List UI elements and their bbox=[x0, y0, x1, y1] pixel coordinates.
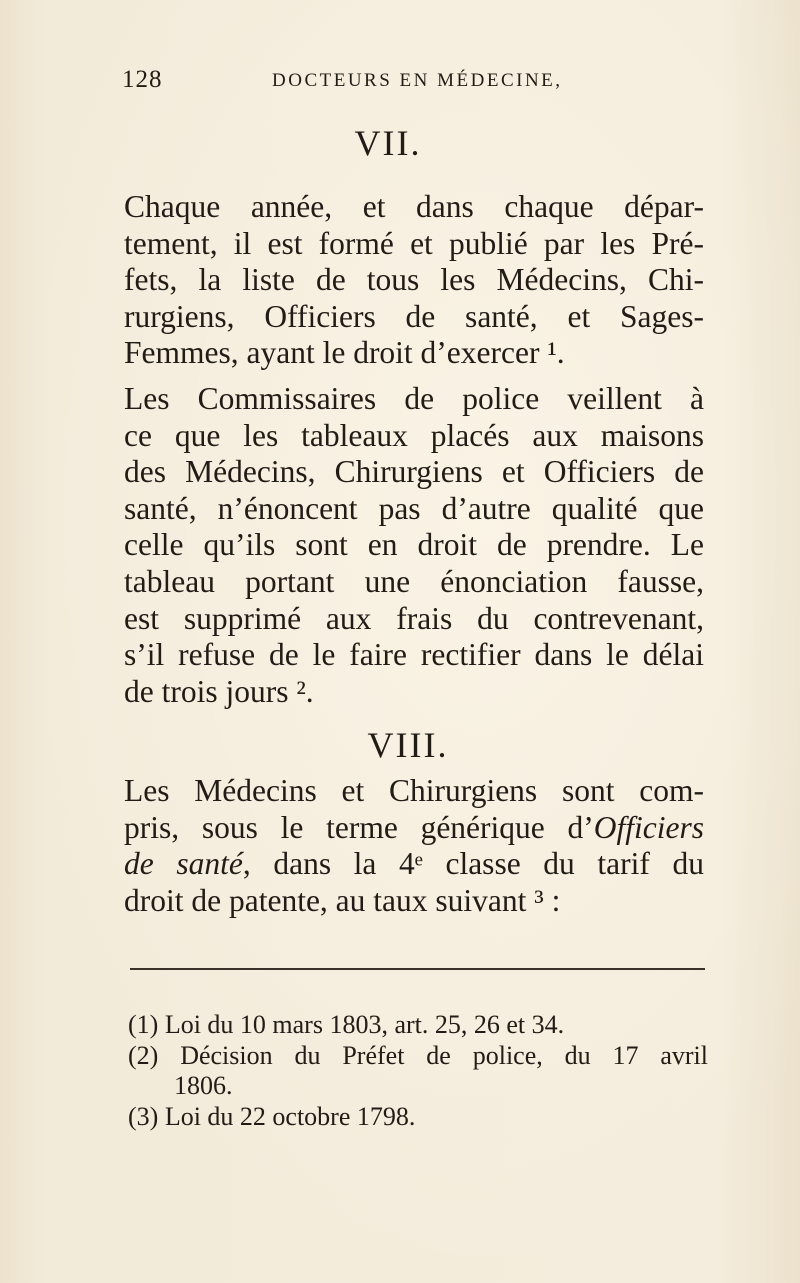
text-line bbox=[124, 846, 704, 883]
italic-term: Officiers bbox=[593, 809, 704, 845]
text-line: des Médecins, Chirurgiens et Officiers de bbox=[124, 454, 704, 490]
running-title: DOCTEURS EN MÉDECINE, bbox=[272, 70, 563, 91]
text-line: Chaque année, et dans chaque dépar- bbox=[124, 189, 704, 224]
text-line: Les Commissaires de police veillent à bbox=[124, 381, 704, 416]
text-line: ce que les tableaux placés aux maisons bbox=[124, 417, 704, 453]
text-line: santé, n’énoncent pas d’autre qualité que bbox=[124, 490, 704, 526]
text-line: droit de patente, au taux suivant ³ : bbox=[124, 882, 561, 918]
text-line: fets, la liste de tous les Médecins, Chi- bbox=[124, 262, 704, 298]
text-run: pris, sous le terme générique d’ bbox=[124, 809, 594, 845]
text-line: est supprimé aux frais du contrevenant, bbox=[124, 600, 704, 636]
section-heading-viii: VIII. bbox=[367, 725, 449, 765]
running-head bbox=[122, 66, 602, 102]
text-line bbox=[124, 810, 704, 847]
text-line: Les Médecins et Chirurgiens sont com- bbox=[124, 773, 704, 808]
footnote-line: (3) Loi du 22 octobre 1798. bbox=[128, 1101, 416, 1131]
text-line: rurgiens, Officiers de santé, et Sages- bbox=[124, 298, 704, 334]
italic-term: de santé bbox=[124, 846, 243, 882]
text-run: , dans la 4ᵉ classe du tarif du bbox=[242, 846, 704, 882]
footnotes bbox=[128, 1010, 708, 1132]
footnote-rule bbox=[130, 968, 705, 970]
text-line: celle qu’ils sont en droit de prendre. Le bbox=[124, 527, 704, 563]
page-number: 128 bbox=[122, 66, 163, 93]
text-line: s’il refuse de le faire rectifier dans le délai bbox=[124, 637, 704, 673]
section-heading-vii: VII. bbox=[354, 123, 422, 163]
footnote-line: (2) Décision du Préfet de police, du 17 avril bbox=[128, 1040, 708, 1070]
paragraph-viii bbox=[124, 773, 704, 919]
text-line: de trois jours ². bbox=[124, 673, 314, 709]
footnote-line: (1) Loi du 10 mars 1803, art. 25, 26 et 34. bbox=[128, 1010, 565, 1039]
paragraph-vii-1 bbox=[124, 189, 704, 372]
text-line: tableau portant une énonciation fausse, bbox=[124, 563, 704, 599]
paragraph-vii-2 bbox=[124, 381, 704, 710]
text-line: Femmes, ayant le droit d’exercer ¹. bbox=[124, 335, 565, 371]
text-line: tement, il est formé et publié par les Pré- bbox=[124, 225, 704, 261]
footnote-line: 1806. bbox=[174, 1071, 233, 1100]
